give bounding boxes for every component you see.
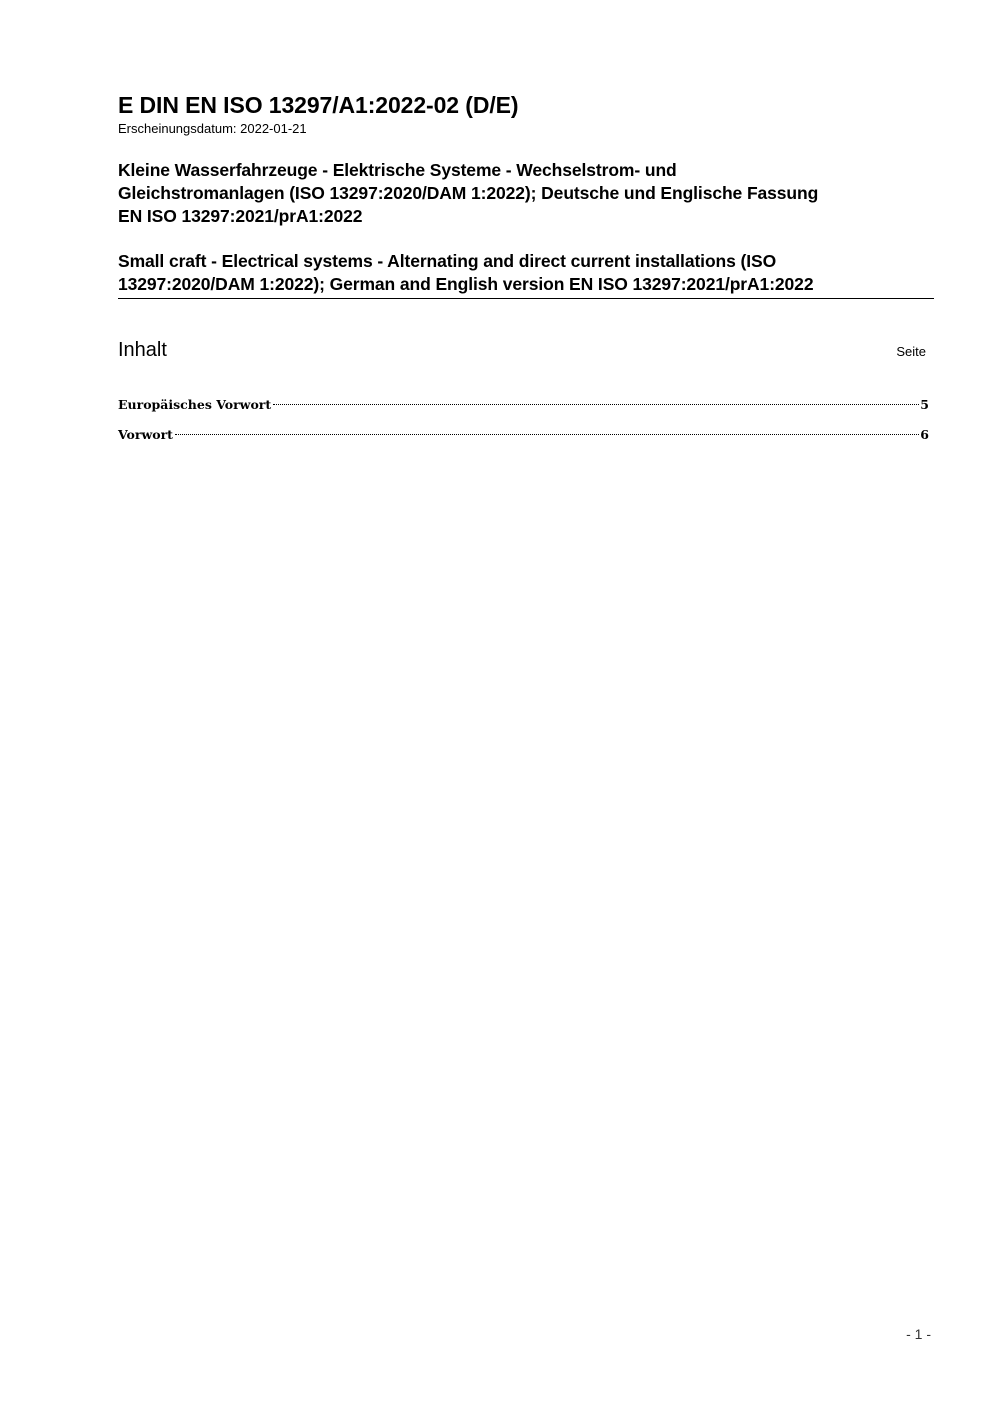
toc-header — [118, 337, 926, 367]
toc-entry-label: Europäisches Vorwort — [118, 397, 272, 412]
toc-entry-vorwort[interactable] — [118, 425, 929, 455]
toc-entry-page: 5 — [920, 397, 929, 412]
toc-entry-europaeisches-vorwort[interactable] — [118, 395, 929, 425]
toc-entry-page: 6 — [920, 427, 929, 442]
document-number: E DIN EN ISO 13297/A1:2022-02 (D/E) — [118, 92, 519, 118]
english-title: Small craft - Electrical systems - Alternating and direct current installations (ISO 13297:2020/DAM 1:2022); German and English version EN ISO 13297:2021/prA1:2022 — [118, 250, 934, 299]
toc-entry-label: Vorwort — [118, 427, 173, 442]
toc-dot-leader — [273, 404, 919, 405]
german-title: Kleine Wasserfahrzeuge - Elektrische Systeme - Wechselstrom- und Gleichstromanlagen (ISO 13297:2020/DAM 1:2022); Deutsche und Englische Fassung EN ISO 13297:2021/prA1:2022 — [118, 160, 819, 226]
page-number: - 1 - — [906, 1326, 931, 1342]
document-header — [118, 92, 934, 299]
release-date: Erscheinungsdatum: 2022-01-21 — [118, 121, 307, 136]
toc-page-label: Seite — [896, 344, 926, 359]
table-of-contents — [118, 395, 929, 455]
toc-title: Inhalt — [118, 339, 167, 361]
toc-dot-leader — [175, 434, 919, 435]
